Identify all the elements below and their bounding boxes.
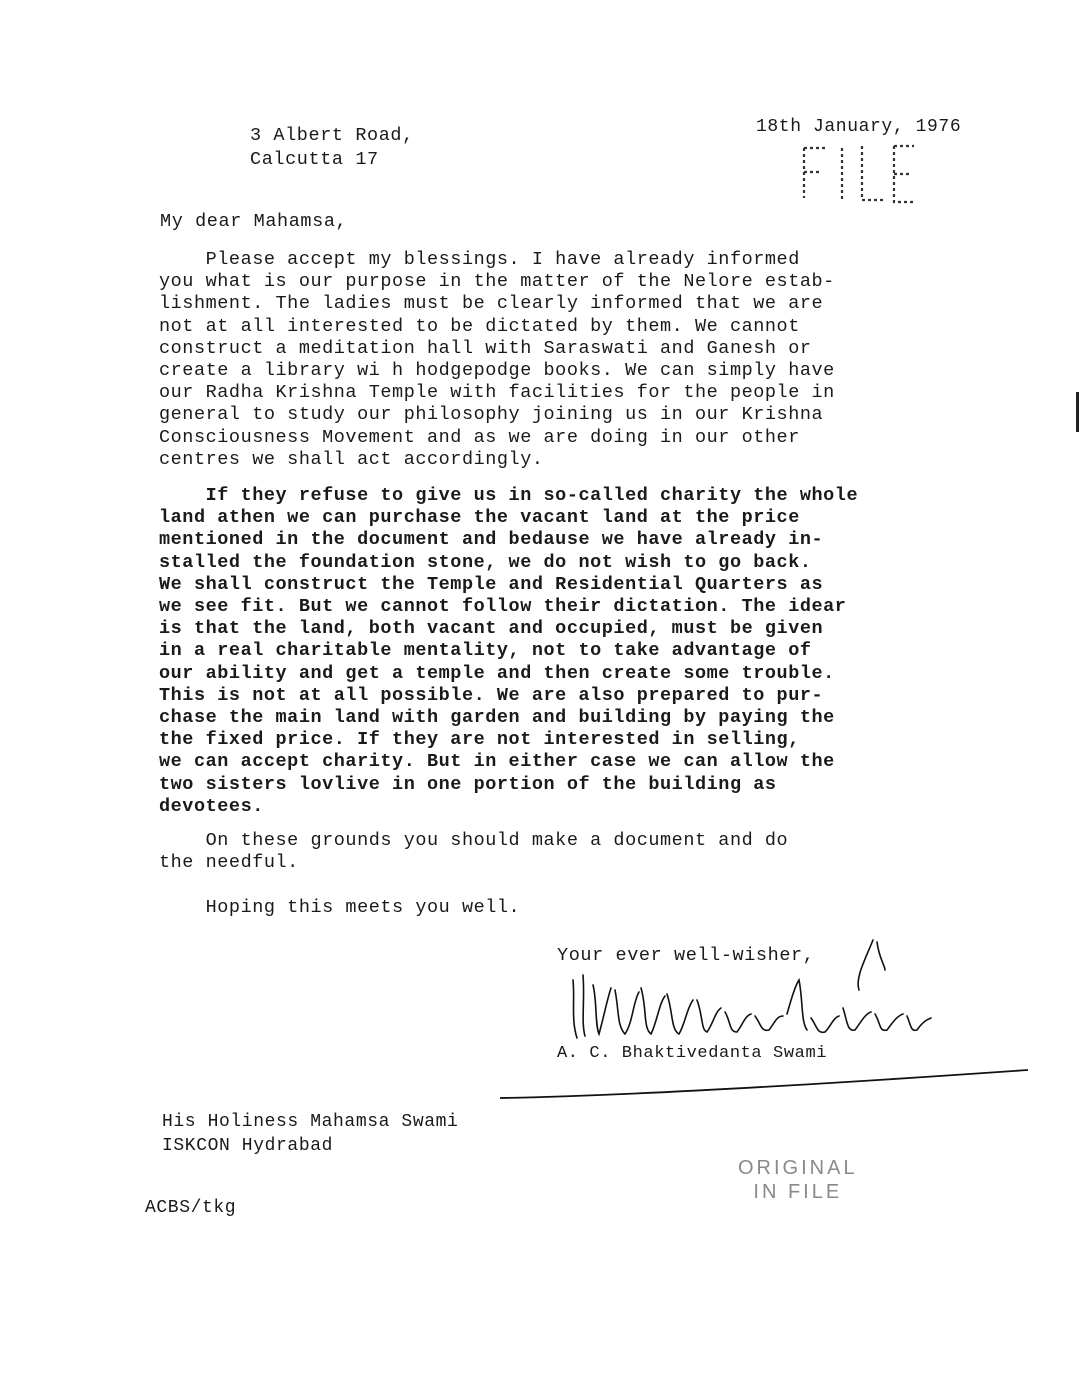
body-paragraph-1: Please accept my blessings. I have already informed you what is our purpose in the matter of the Nelore estab- lishment. The ladies must be clearly informed that we are not at all interested to be dictated by them. We cannot construct a meditation hall with Saraswati and Ganesh or create a library wi h hodgepodge books. We can simply have our Radha Krishna Temple with facilities for the people in general to study our philosophy joining us in our Krishna Consciousness Movement and as we are doing in our other centres we shall act accordingly. [159, 249, 835, 470]
body-paragraph-2: If they refuse to give us in so-called charity the whole land athen we can purchase the vacant land at the price mentioned in the document and bedause we have already in- stalled the foundation stone, we do not wish to go back. We shall construct the Temple and Residential Quarters as we see fit. But we cannot follow their dictation. The idear is that the land, both vacant and occupied, must be given in a real charitable mentality, not to take advantage of our ability and get a temple and then create some trouble. This is not at all possible. We are also prepared to pur- chase the main land with garden and building by paying the the fixed price. If they are not interested in selling, we can accept charity. But in either case we can allow the two sisters lovlive in one portion of the building as devotees. [159, 485, 859, 817]
recipient-line-1: His Holiness Mahamsa Swami [162, 1112, 459, 1132]
original-in-file-stamp: ORIGINAL IN FILE [738, 1157, 858, 1203]
signature-underline [498, 1068, 1030, 1102]
address-line-1: 3 Albert Road, [250, 125, 414, 146]
recipient-line-2: ISKCON Hydrabad [162, 1136, 334, 1156]
body-paragraph-4: Hoping this meets you well. [159, 897, 521, 918]
closing-line: Your ever well-wisher, [557, 945, 815, 966]
margin-mark [1076, 392, 1079, 432]
sender-address [250, 124, 414, 172]
letter-date: 18th January, 1976 [756, 117, 962, 137]
file-stamp [790, 140, 920, 215]
address-line-2: Calcutta 17 [250, 149, 379, 170]
body-paragraph-3: On these grounds you should make a document and do the needful. [159, 830, 789, 874]
handwritten-signature [555, 930, 945, 1050]
reference-initials: ACBS/tkg [145, 1198, 237, 1218]
salutation: My dear Mahamsa, [160, 211, 348, 232]
signer-name: A. C. Bhaktivedanta Swami [557, 1044, 828, 1063]
recipient-block [162, 1110, 458, 1158]
